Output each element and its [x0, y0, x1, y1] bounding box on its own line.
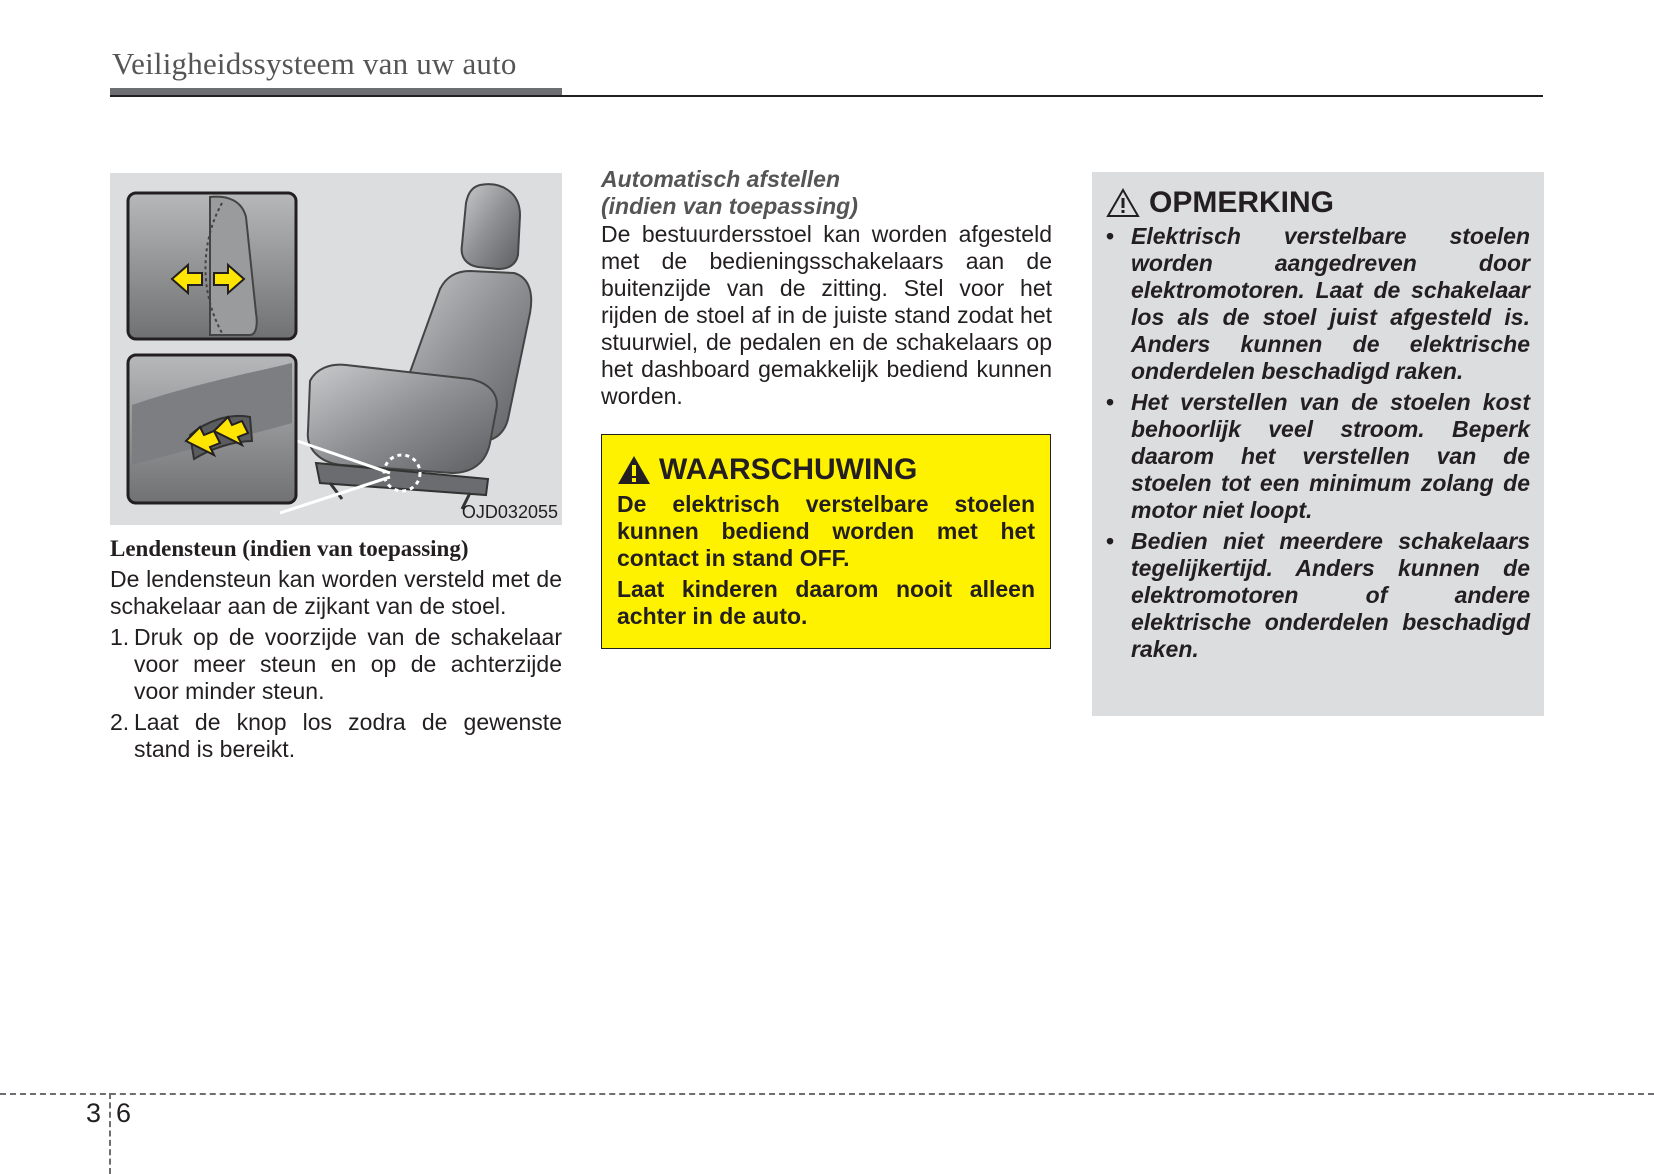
bullet: • [1106, 528, 1115, 554]
warning-box [601, 434, 1051, 649]
list-number: 1. [110, 624, 130, 650]
list-item [110, 709, 562, 763]
lumbar-profile-inset [128, 193, 296, 339]
list-item [110, 624, 562, 705]
page-number: 6 [116, 1098, 132, 1128]
list-number: 2. [110, 709, 130, 735]
list-text: Druk op de voorzijde van de schakelaar voor meer steun en op de achterzijde voor minder steun. [134, 624, 562, 704]
figure-code: OJD032055 [461, 502, 558, 522]
auto-adjust-section [601, 166, 1052, 410]
note-title: OPMERKING [1149, 186, 1335, 219]
footer-divider [109, 1093, 111, 1174]
note-text: Elektrisch verstelbare stoelen worden aangedreven door elektromotoren. Laat de schakelaar los als de stoel juist afgesteld is. Anders kunnen de elektrische onderdelen beschadigd raken. [1131, 223, 1530, 384]
bullet: • [1106, 223, 1115, 249]
chapter-number: 3 [86, 1098, 102, 1128]
list-text: Laat de knop los zodra de gewenste stand is bereikt. [134, 709, 562, 762]
lumbar-intro: De lendensteun kan worden versteld met de schakelaar aan de zijkant van de stoel. [110, 566, 562, 619]
auto-adjust-body: De bestuurdersstoel kan worden afgesteld met de bedieningsschakelaars aan de buitenzijde van de zitting. Stel voor het rijden de stoel af in de juiste stand zodat het stuurwiel, de pedalen en de schakelaars op het dashboard gemakkelijk bediend kunnen worden. [601, 221, 1052, 409]
list-item [1106, 389, 1530, 524]
warning-title-row [617, 453, 1035, 487]
note-list [1106, 223, 1530, 663]
lumbar-section [110, 535, 562, 763]
note-title-row [1106, 185, 1530, 221]
auto-adjust-heading-line1: Automatisch afstellen [601, 166, 840, 192]
seat-illustration [110, 173, 562, 525]
warning-line: De elektrisch verstelbare stoelen kunnen bediend worden met het contact in stand OFF. [617, 491, 1035, 571]
lumbar-heading: Lendensteun (indien van toepassing) [110, 536, 469, 561]
note-box [1092, 172, 1544, 716]
header-rule [110, 95, 1543, 97]
warning-line: Laat kinderen daarom nooit alleen achter in de auto. [617, 576, 1035, 629]
footer-rule [0, 1093, 1654, 1095]
auto-adjust-heading-line2: (indien van toepassing) [601, 193, 858, 219]
bullet: • [1106, 389, 1115, 415]
warning-title: WAARSCHUWING [659, 453, 918, 486]
car-seat-illustration [280, 184, 531, 513]
list-item [1106, 528, 1530, 663]
note-text: Het verstellen van de stoelen kost behoorlijk veel stroom. Beperk daarom het verstellen van de stoelen tot een minimum zolang de motor niet loopt. [1131, 389, 1530, 523]
note-text: Bedien niet meerdere schakelaars tegelijkertijd. Anders kunnen de elektromotoren of andere elektrische onderdelen beschadigd raken. [1131, 528, 1530, 662]
lumbar-switch-inset [128, 355, 296, 503]
list-item [1106, 223, 1530, 385]
chapter-title: Veiligheidssysteem van uw auto [112, 46, 517, 81]
seat-figure [110, 173, 562, 525]
caution-outline-icon [1106, 188, 1140, 218]
warning-triangle-icon [617, 455, 651, 485]
